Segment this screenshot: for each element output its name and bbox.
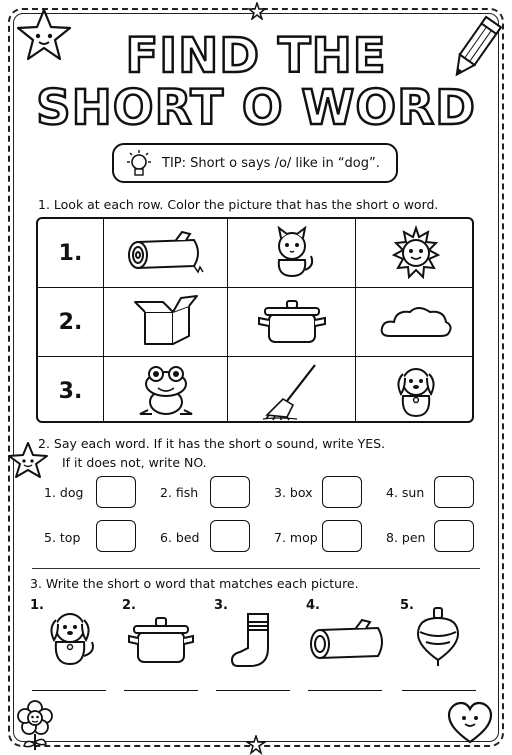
dog-picture bbox=[44, 606, 100, 668]
section-2-instruction-line-1: 2. Say each word. If it has the short o sound, write YES. bbox=[38, 436, 386, 451]
answer-box[interactable] bbox=[210, 476, 250, 508]
section-1-instruction: 1. Look at each row. Color the picture that has the short o word. bbox=[38, 197, 439, 212]
answer-line[interactable] bbox=[402, 690, 476, 691]
word-label: 6. bed bbox=[160, 530, 200, 545]
pot-picture bbox=[126, 614, 196, 666]
answer-line[interactable] bbox=[308, 690, 382, 691]
page-title-line-1: FIND THE bbox=[125, 28, 387, 84]
dog-picture[interactable] bbox=[356, 357, 474, 423]
answer-line[interactable] bbox=[216, 690, 290, 691]
tip-text: TIP: Short o says /o/ like in “dog”. bbox=[162, 156, 380, 171]
tip-box bbox=[112, 143, 398, 183]
pot-picture[interactable] bbox=[228, 288, 356, 356]
log-picture bbox=[306, 618, 390, 666]
section-divider bbox=[32, 568, 480, 569]
answer-line[interactable] bbox=[124, 690, 198, 691]
row-number: 1. bbox=[58, 240, 83, 266]
answer-line[interactable] bbox=[32, 690, 106, 691]
heart-face-icon bbox=[446, 700, 494, 746]
picture-grid bbox=[36, 217, 474, 423]
answer-box[interactable] bbox=[96, 520, 136, 552]
grid-row bbox=[38, 288, 472, 356]
word-label: 2. fish bbox=[160, 485, 199, 500]
answer-box[interactable] bbox=[210, 520, 250, 552]
sun-picture[interactable] bbox=[356, 219, 474, 287]
word-label: 1. dog bbox=[44, 485, 84, 500]
lightbulb-icon bbox=[122, 149, 156, 181]
item-number: 3. bbox=[214, 598, 228, 613]
word-label: 5. top bbox=[44, 530, 81, 545]
item-number: 2. bbox=[122, 598, 136, 613]
grid-row bbox=[38, 357, 472, 423]
cloud-picture[interactable] bbox=[356, 288, 474, 356]
answer-box[interactable] bbox=[434, 520, 474, 552]
section-2-instruction-line-2: If it does not, write NO. bbox=[62, 455, 207, 470]
small-star-icon bbox=[248, 2, 266, 20]
row-number: 2. bbox=[58, 309, 83, 335]
box-picture[interactable] bbox=[104, 288, 228, 356]
flower-icon bbox=[12, 696, 58, 752]
cat-picture[interactable] bbox=[228, 219, 356, 287]
answer-box[interactable] bbox=[322, 476, 362, 508]
log-picture[interactable] bbox=[104, 219, 228, 287]
word-label: 3. box bbox=[274, 485, 313, 500]
grid-row bbox=[38, 219, 472, 287]
word-label: 4. sun bbox=[386, 485, 425, 500]
answer-box[interactable] bbox=[434, 476, 474, 508]
row-number: 3. bbox=[58, 378, 83, 404]
mop-picture[interactable] bbox=[228, 357, 356, 423]
page-title-line-2: SHORT O WORD bbox=[36, 80, 476, 136]
item-number: 1. bbox=[30, 598, 44, 613]
answer-box[interactable] bbox=[96, 476, 136, 508]
item-number: 5. bbox=[400, 598, 414, 613]
sock-picture bbox=[230, 610, 278, 672]
spinning-top-picture bbox=[412, 606, 464, 668]
small-star-icon bbox=[246, 735, 266, 755]
item-number: 4. bbox=[306, 598, 320, 613]
answer-box[interactable] bbox=[322, 520, 362, 552]
word-label: 8. pen bbox=[386, 530, 426, 545]
frog-picture[interactable] bbox=[104, 357, 228, 423]
section-3-instruction: 3. Write the short o word that matches each picture. bbox=[30, 576, 359, 591]
word-label: 7. mop bbox=[274, 530, 318, 545]
